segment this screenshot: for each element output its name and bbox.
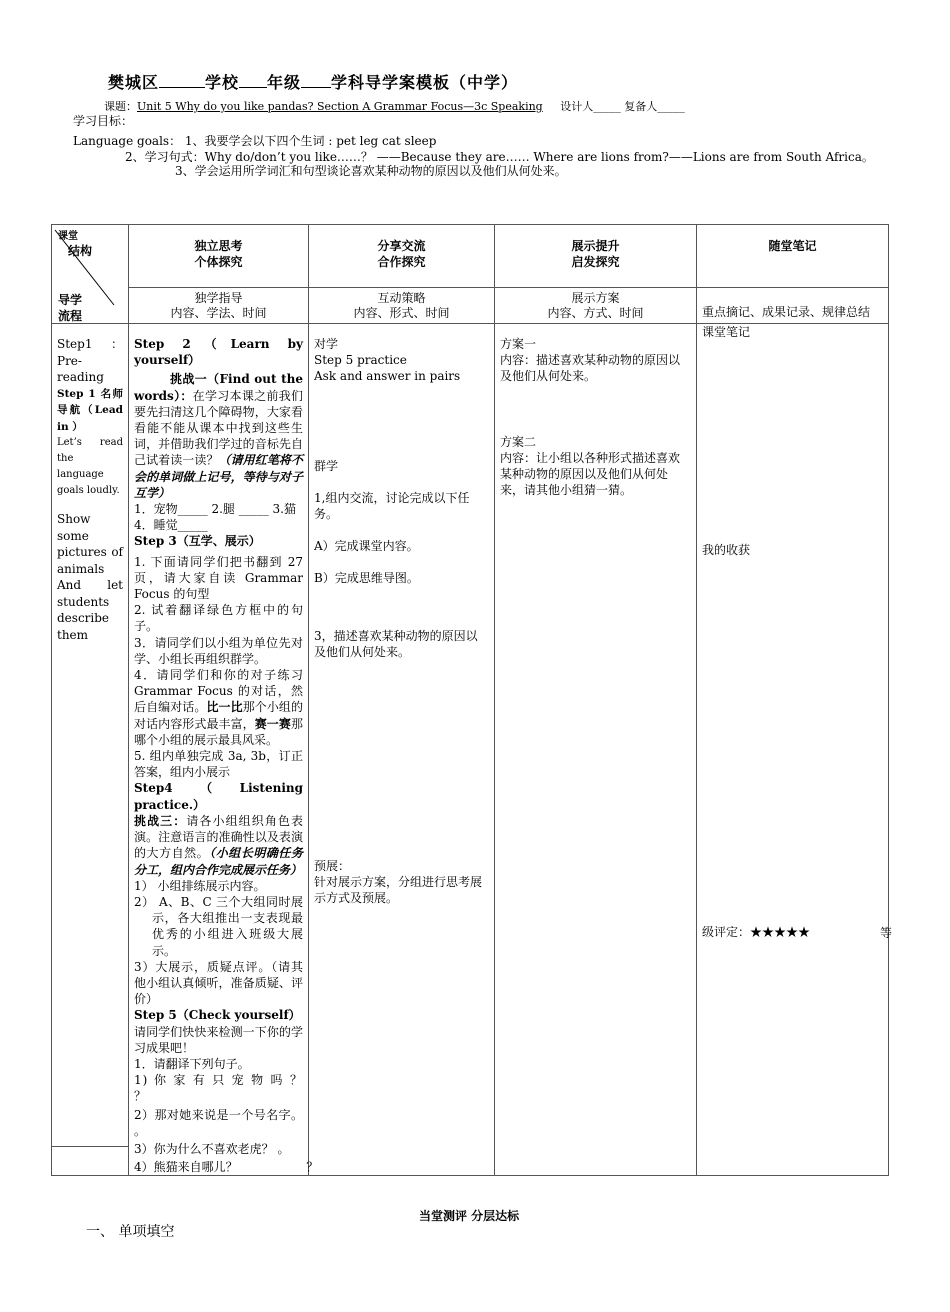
rating: 级评定：★★★★★: [702, 925, 811, 939]
col-header-3: 展示提升 启发探究: [495, 225, 697, 288]
topic-line: 课题：Unit 5 Why do you like pandas? Section A Grammar Focus—3c Speaking 设计人_____ 复备人_____: [104, 100, 685, 113]
empty-cell: [52, 1146, 129, 1176]
col-sub-2: 互动策略 内容、形式、时间: [309, 287, 495, 323]
designer: 设计人_____ 复备人_____: [560, 100, 685, 113]
page-title: 樊城区 学校 年级 学科导学案模板（中学）: [108, 73, 519, 92]
col-sub-3: 展示方案 内容、方式、时间: [495, 287, 697, 323]
goal-1: Language goals： 1、我要学会以下四个生词 : pet leg cat sleep: [73, 134, 437, 148]
display-cell: 方案一 内容：描述喜欢某种动物的原因以及他们从何处来。 方案二 内容：让小组以各种形式描述喜欢某种动物的原因以及他们从何处来，请其他小组猜一猜。: [495, 324, 697, 1176]
col-header-2: 分享交流 合作探究: [309, 225, 495, 288]
goal-3: 3、学会运用所学词汇和句型谈论喜欢某种动物的原因以及他们从何处来。: [175, 164, 567, 178]
self-study-cell: Step 2（Learn by yourself） 挑战一（Find out the words）：在学习本课之前我们要先扫清这几个障碍物，大家看看能不能从课本中找到这些生词，并借助我们学过的音标先自己试着读一读？（请用红笔将不会的单词做上记号，等待与对子互学） 1．宠物_____ 2.腿 _____ 3.猫 4．睡觉_____ Step 3（互学、展示） 1. 下面请同学们把书翻到 27 页，请大家自读 Grammar Focus 的句型 2. 试着翻译绿色方框中的句子。 3．请同学们以小组为单位先对学、小组长再组织群学。 4．请同学们和你的对子练习 Grammar Focus 的对话，然后自编对话。比一比那个小组的对话内容形式最丰富，赛一赛那哪个小组的展示最具风采。 5. 组内单独完成 3a, 3b，订正答案，组内小展示 Step4（Listening practice.） 挑战三：请各小组组织角色表演。注意语言的准确性以及表演的大方自然。（小组长明确任务分工，组内合作完成展示任务） 1） 小组排练展示内容。 2） A、B、C 三个大组同时展示，各大组推出一支表现最优秀的小组进入班级大展示。 3）大展示，质疑点评。（请其他小组认真倾听，准备质疑、评价） Step 5（Check yourself） 请同学们快快来检测一下你的学习成果吧！ 1．请翻译下列句子。 1) 你 家 有 只 宠 物 吗 ？ ？ 2）那对她来说是一个号名字。 。 3）你为什么不喜欢老虎？ 。 4）熊猫来自哪儿？ ？: [129, 324, 309, 1176]
col-sub-4: 重点摘记、成果记录、规律总结: [697, 287, 889, 323]
pre-reading-cell: Step1： Pre-reading Step 1 名师导航（Lead in ） Let’s read the language goals loudly. Show some pictures of animals And let students describe them: [52, 324, 129, 1147]
corner-cell: 课堂 结构 导学 流程: [52, 225, 129, 324]
col-header-4: 随堂笔记: [697, 225, 889, 288]
rating-prefix: 等: [880, 926, 893, 940]
notes-cell: 课堂笔记 我的收获 级评定：★★★★★: [697, 324, 889, 1176]
col-header-1: 独立思考 个体探究: [129, 225, 309, 288]
cooperation-cell: 对学 Step 5 practice Ask and answer in pairs 群学 1,组内交流，讨论完成以下任务。 A）完成课堂内容。 B）完成思维导图。 3，描述喜欢某种动物的原因以及他们从何处来。 预展： 针对展示方案，分组进行思考展示方式及预展。: [309, 324, 495, 1176]
goals-label: 学习目标：: [73, 114, 134, 128]
lesson-table: [51, 224, 889, 1176]
section-title: 当堂测评 分层达标: [419, 1209, 520, 1223]
goal-2: 2、学习句式：Why do/don’t you like……？ ——Because they are…… Where are lions from?——Lions are from South Africa。: [125, 150, 874, 164]
col-sub-1: 独学指导 内容、学法、时间: [129, 287, 309, 323]
topic-value: Unit 5 Why do you like pandas? Section A Grammar Focus—3c Speaking: [137, 100, 543, 113]
section-item-1: 一、 单项填空: [86, 1224, 175, 1240]
